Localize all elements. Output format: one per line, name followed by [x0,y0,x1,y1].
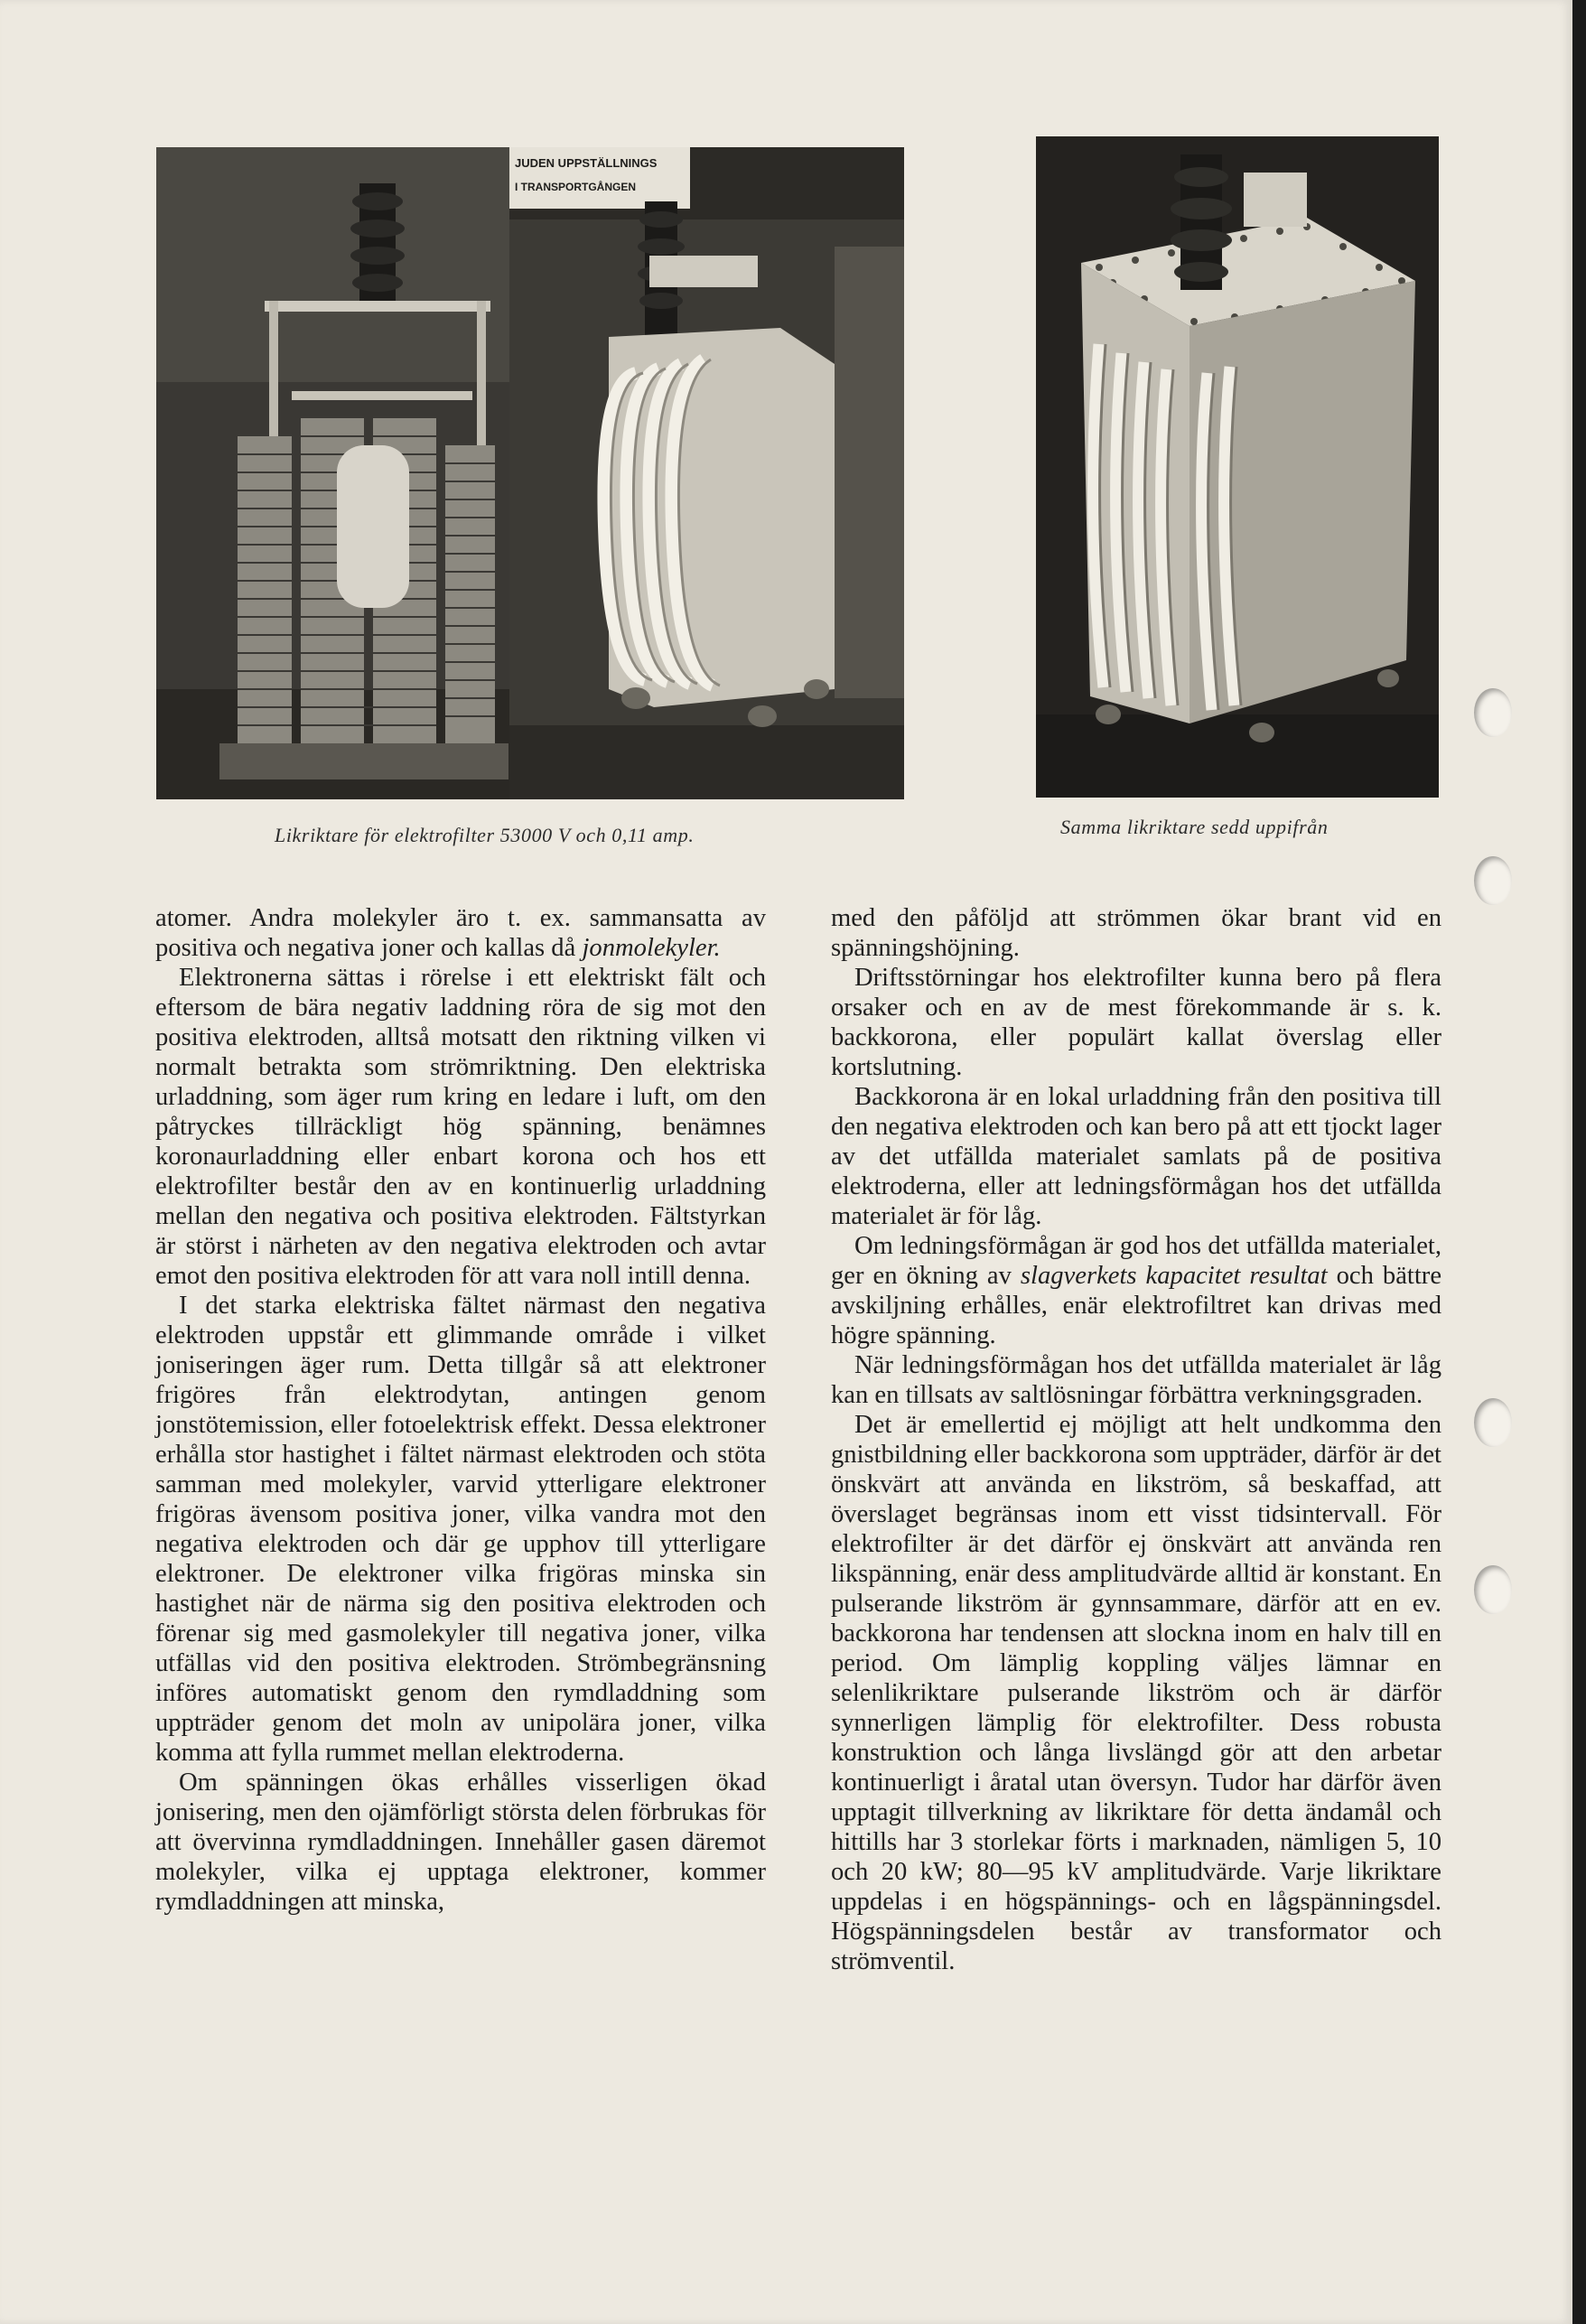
paragraph [155,1768,766,1917]
paragraph-text: I det starka elektriska fältet närmast den negativa elektroden uppstår ett glimmande område i vilket joniseringen äger rum. Detta tillgår så att elektroner frigöres från elektrodytan, antingen genom jonstötemission, eller fotoelektrisk effekt. Dessa elektroner erhålla stor hastighet i fältet närmast elektroden och stöta samman med molekyler, varvid ytterligare elektroner frigöras ävensom positiva joner, vilka vandra mot den negativa elektroden och där ge upphov till ytterligare elektroner. De elektroner vilka frigöras minska sin hastighet när de närma sig den positiva elektroden och förenar sig med gasmolekyler till negativa joner, vilka utfällas vid den positiva elektroden. Strömbegränsning införes automatiskt genom den rymdladdning som uppträder genom det moln av unipolära joner, vilka komma att fylla rummet mellan elektroderna. [155,1292,766,1767]
paragraph-text: Backkorona är en lokal urladdning från den positiva till den negativa elektroden och kan bero på att ett tjockt lager av det utfällda materialet samlats på de positiva elektroderna, eller att ledningsförmågan hos det utfällda materialet är för låg. [831,1083,1441,1230]
paragraph [831,1231,1441,1350]
paragraph-text: atomer. Andra molekyler äro t. ex. sammansatta av positiva och negativa joner och kallas då [155,904,766,962]
right-text-column [831,903,1441,1976]
paragraph-text: När ledningsförmågan hos det utfällda materialet är låg kan en tillsats av saltlösningar förbättra verkningsgraden. [831,1351,1441,1409]
paragraph-text: Om spänningen ökas erhålles visserligen ökad jonisering, men den ojämförligt största delen förbrukas för att övervinna rymdladdningen. Innehåller gasen däremot molekyler, vilka ej upptaga elektroner, kommer rymdladdningen att minska, [155,1769,766,1916]
paragraph [155,1291,766,1768]
photo-sign-line2: I TRANSPORTGÅNGEN [515,181,637,193]
photo-rectifier-open [156,147,509,799]
italic-term: jonmolekyler. [582,934,721,962]
paragraph [155,903,766,963]
paragraph [831,1410,1441,1976]
paragraph [831,1350,1441,1410]
paragraph [155,963,766,1291]
italic-term: slagverkets kapacitet resultat [1020,1262,1328,1290]
paragraph-text: Om ledningsförmågan är god hos det utfällda materialet, ger en ökning av [831,1232,1441,1290]
photo-sign-line1: JUDEN UPPSTÄLLNINGS [515,156,658,170]
paragraph-text: Elektronerna sättas i rörelse i ett elektriskt fält och eftersom de bära negativ laddning röra de sig mot den positiva elektroden, alltså motsatt den riktning vilken vi normalt betrakta som strömriktning. Den elektriska urladdning, som äger rum kring en ledare i luft, om den påtryckes tillräckligt hög spänning, benämnes koronaurladdning eller enbart korona och hos ett elektrofilter består den av en kontinuerlig urladdning mellan den negativa och positiva elektroden. Fältstyrkan är störst i närheten av den negativa elektroden och avtar emot den positiva elektroden för att vara noll intill denna. [155,964,766,1290]
punch-hole [1474,1565,1512,1614]
left-text-column [155,903,766,1917]
paragraph [831,963,1441,1082]
punch-hole [1474,688,1512,737]
photo-rectifier-closed [509,147,904,799]
paragraph-text: med den påföljd att strömmen ökar brant vid en spänningshöjning. [831,904,1441,962]
paragraph-text: Det är emellertid ej möjligt att helt undkomma den gnistbildning eller backkorona som uppträder, därför är det önskvärt att använda en likström, så beskaffad, att överslaget begränsas inom ett visst tidsintervall. För elektrofilter är det därför ej önskvärt att använda ren likspänning, enär dess amplitudvärde alltid är konstant. En pulserande likström är gynnsammare, därför att en ev. backkorona har tendensen att slockna inom en halv till en period. Om lämplig koppling väljes lämnar en selenlikriktare pulserande likström och är därför synnerligen lämplig för elektrofilter. Dess robusta konstruktion och långa livslängd gör att den arbetar kontinuerligt i åratal utan översyn. Tudor har därför även upptagit tillverkning av likriktare för detta ändamål och hittills har 3 storlekar förts i marknaden, nämligen 5, 10 och 20 kW; 80—95 kV amplitudvärde. Varje likriktare uppdelas i en högspännings- och en lågspänningsdel. Högspänningsdelen består av transformator och strömventil. [831,1411,1441,1975]
paragraph [831,903,1441,963]
paragraph-text: och bättre avskiljning erhålles, enär elektrofiltret kan drivas med högre spänning. [831,1262,1442,1349]
caption-left: Likriktare för elektrofilter 53000 V och 0,11 amp. [275,824,695,846]
punch-hole [1474,1398,1512,1447]
punch-hole [1474,856,1512,905]
paragraph [831,1082,1441,1231]
caption-right: Samma likriktare sedd uppifrån [1060,816,1329,838]
photo-rectifier-above [1036,136,1439,798]
paragraph-text: Driftsstörningar hos elektrofilter kunna bero på flera orsaker och en av de mest förekommande är s. k. backkorona, eller populärt kallat överslag eller kortslutning. [831,964,1441,1081]
